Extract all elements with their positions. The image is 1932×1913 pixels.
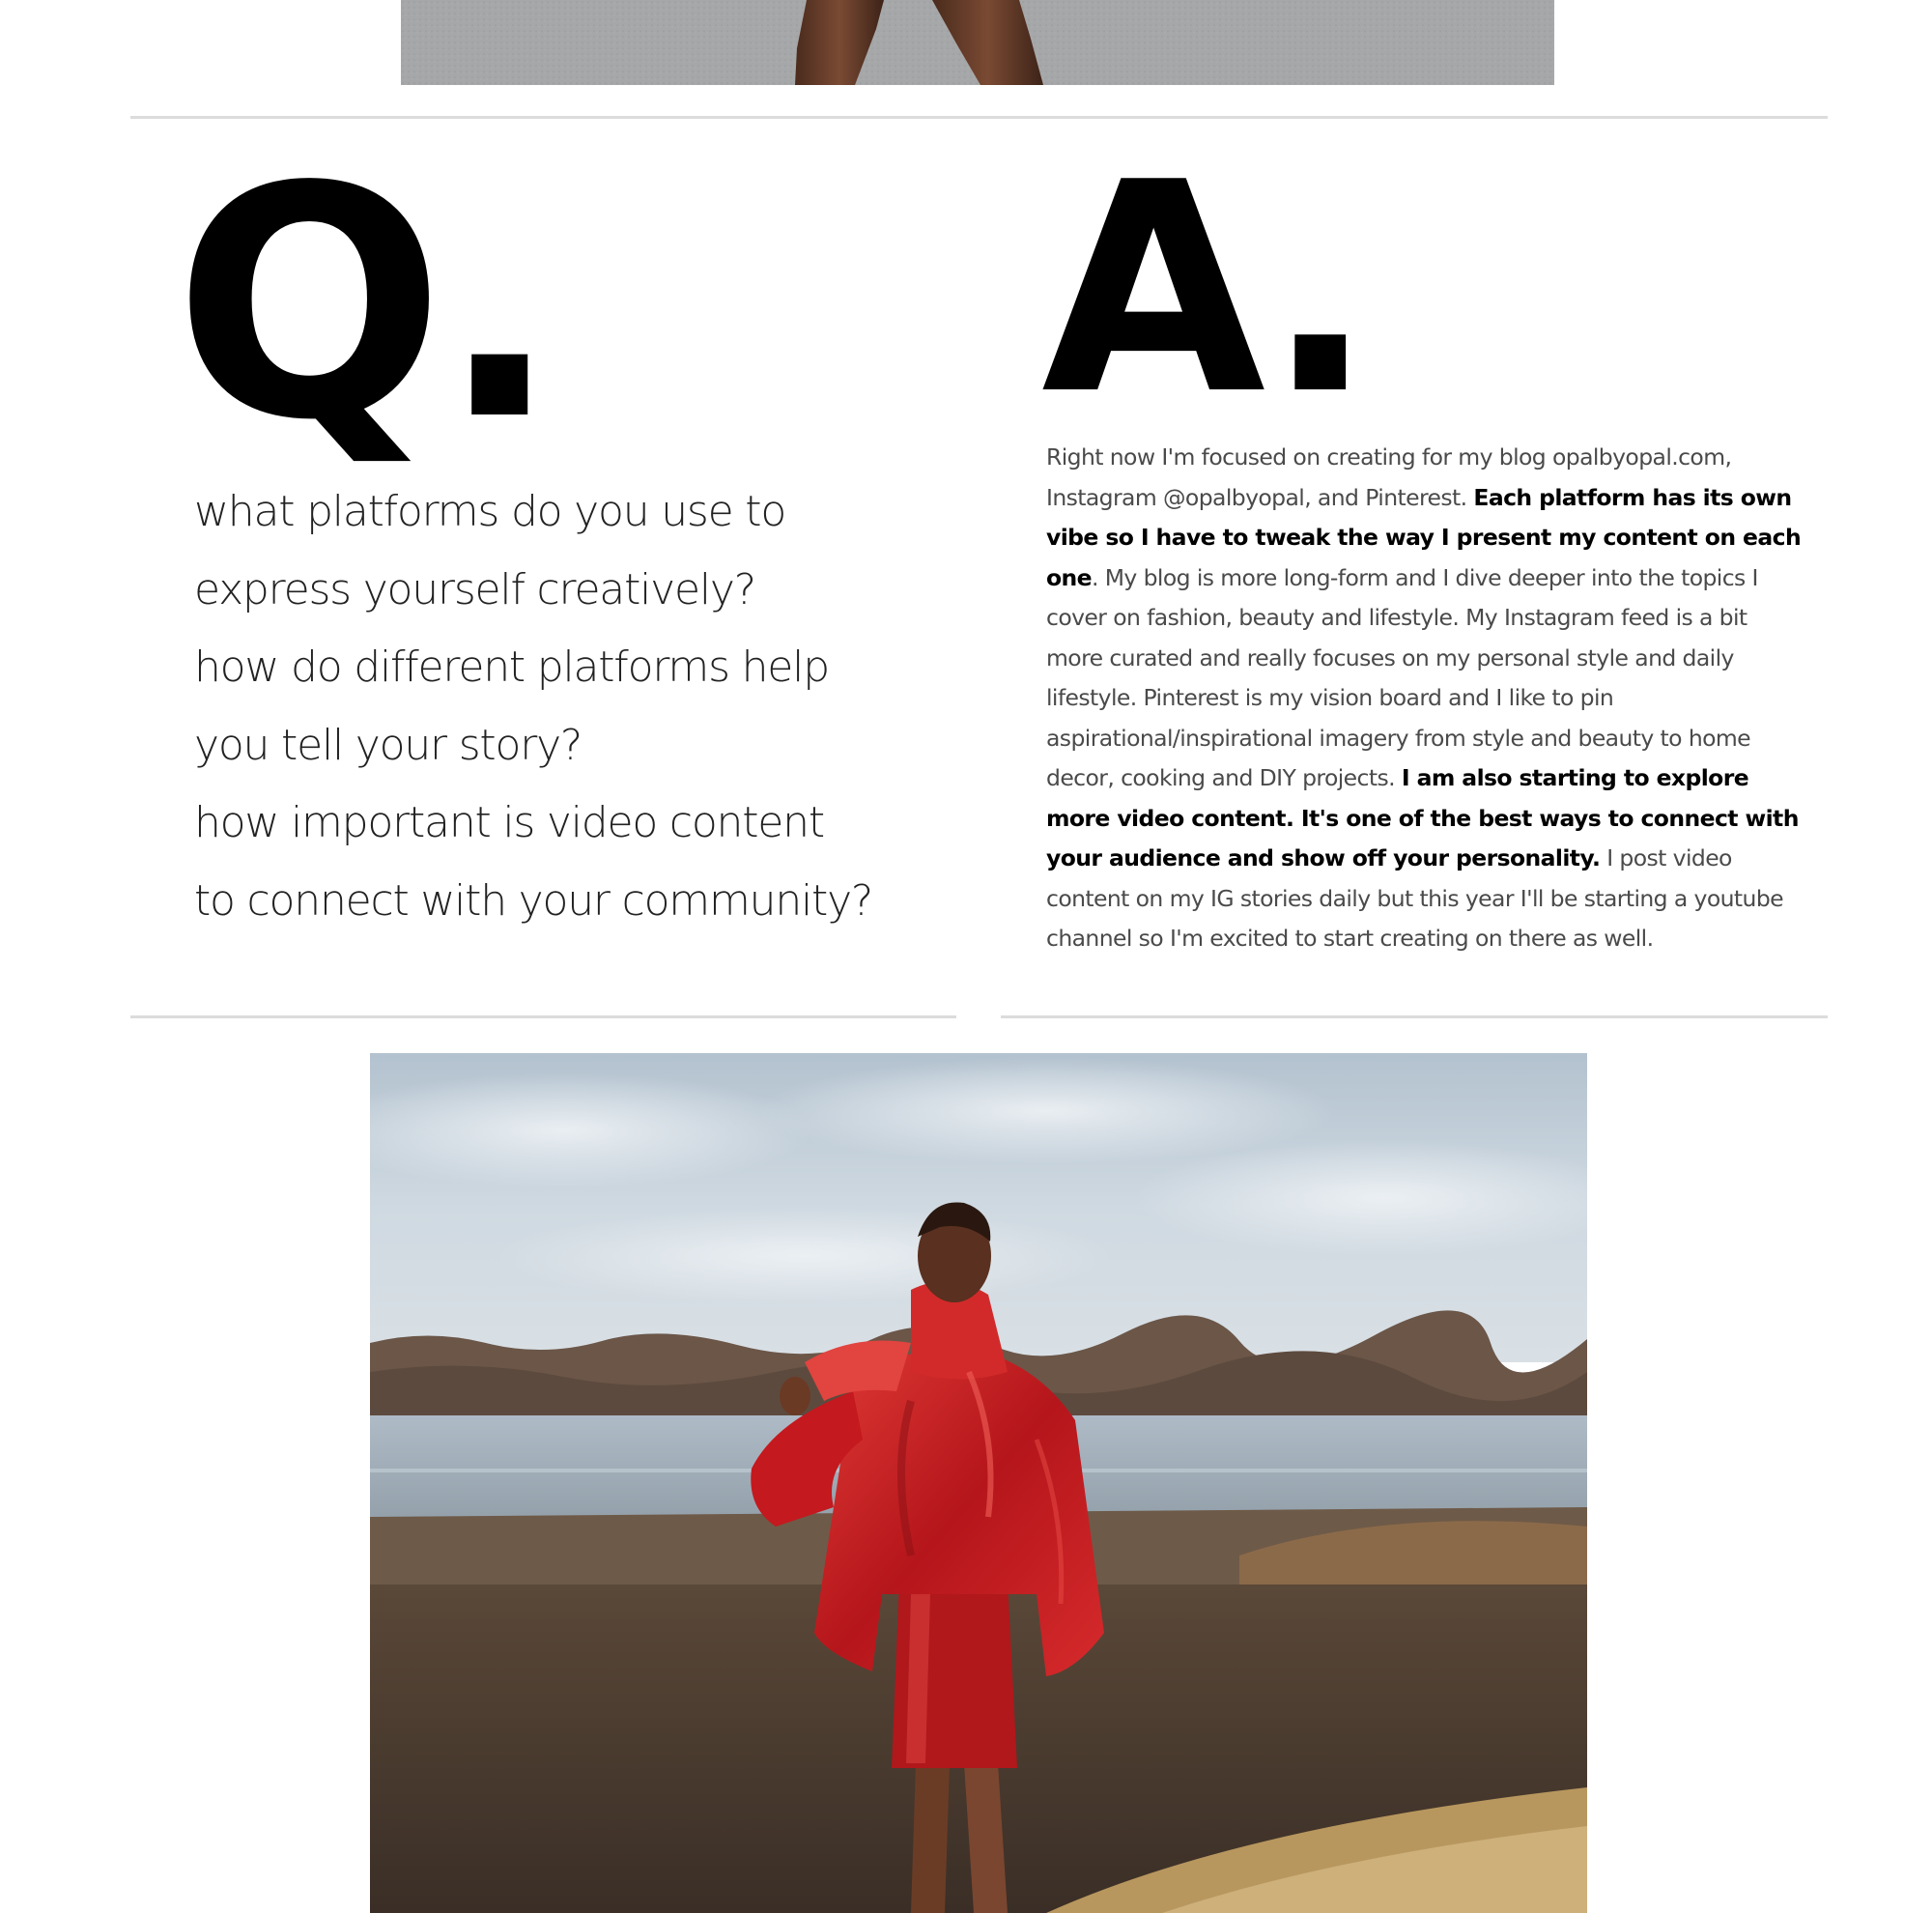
answer-highlight: I am also starting to explore more video content. It's one of the best ways to connect with your audience and show off your personality. <box>1046 764 1799 871</box>
divider-bottom-left <box>130 1015 956 1018</box>
bottom-photo <box>370 1053 1587 1913</box>
question-line: how do different platforms help <box>194 642 829 692</box>
answer-text: . My blog is more long-form and I dive deeper into the topics I cover on fashion, beauty and lifestyle. My Instagram feed is a bit more curated and really focuses on my personal style and daily lifestyle. Pinterest is my vision board and I like to pin aspirational/inspirational imagery from style and beauty to home decor, cooking and DIY projects. <box>1046 563 1758 791</box>
answer-text: I post video content on my IG stories daily but this year I'll be starting a youtube channel so I'm excited to start creating on there as well. <box>1046 844 1783 952</box>
questions-block <box>194 473 948 940</box>
answer-highlight: Each platform has its own vibe so I have to tweak the way I present my content on each one <box>1046 483 1802 591</box>
question-line: how important is video content <box>194 798 824 847</box>
question-line: express yourself creatively? <box>194 564 755 614</box>
question-line: you tell your story? <box>194 720 582 770</box>
q-letter: Q. <box>174 119 554 490</box>
a-letter: A. <box>1041 121 1370 458</box>
question-line: what platforms do you use to <box>194 487 786 536</box>
answer-text: Right now I'm focused on creating for my blog opalbyopal.com, Instagram @opalbyopal, and Pinterest. <box>1046 443 1732 511</box>
woman-red-jacket-photo-icon <box>370 1053 1587 1913</box>
legs-photo-icon <box>401 0 1554 85</box>
top-photo <box>401 0 1554 85</box>
divider-bottom-right <box>1001 1015 1828 1018</box>
answer-paragraph <box>1046 438 1809 959</box>
question-line: to connect with your community? <box>194 875 873 926</box>
